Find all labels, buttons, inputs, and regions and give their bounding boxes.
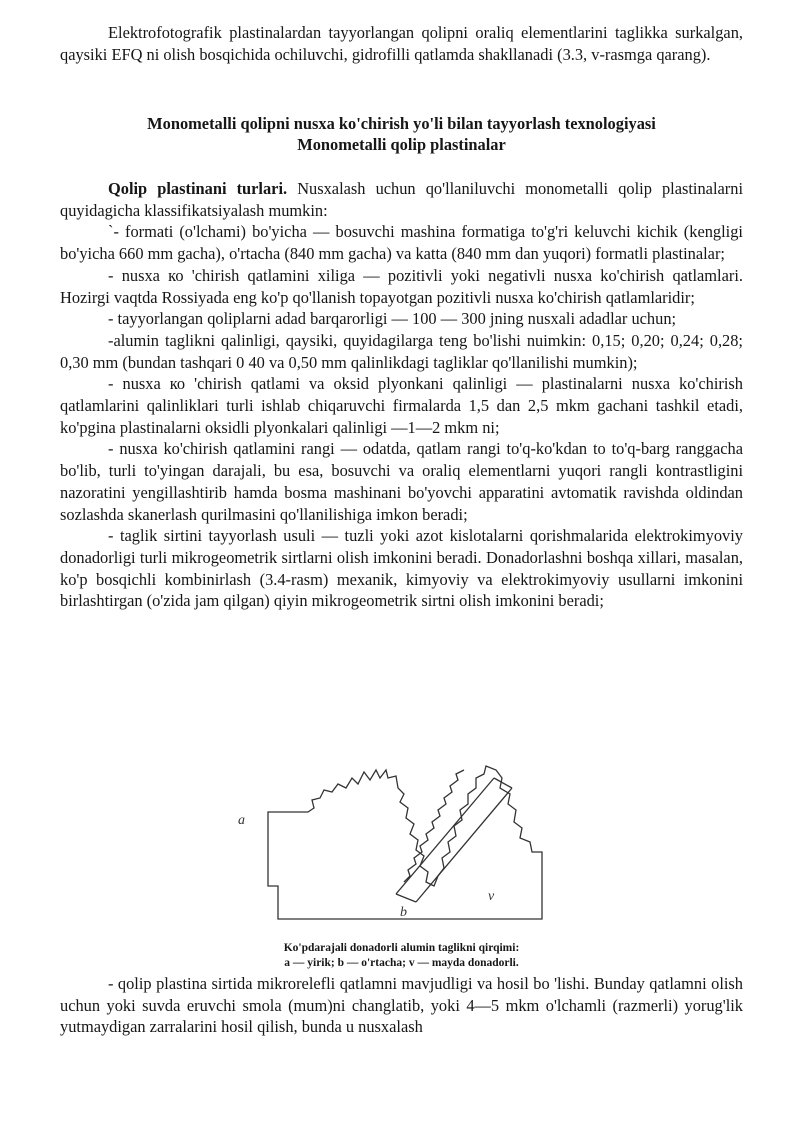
list-item-run-length: - tayyorlangan qoliplarni adad barqarorligi — 100 — 300 jning nusxali adadlar uchun;	[108, 309, 677, 329]
closing-block	[60, 973, 743, 1038]
list-item-substrate-thickness: -alumin taglikni qalinligi, qaysiki, quyidagilarga teng bo'lishi nuimkin: 0,15; 0,20; 0,24; 0,28; 0,30 mm (bundan tashqari 0 40 va 0,50 mm qalinlikdagi tagliklar qo'llanilishi mumkin);	[60, 330, 743, 372]
figure-caption	[60, 941, 743, 971]
classification-block	[60, 178, 743, 612]
section-lead-title: Qolip plastinani turlari.	[108, 179, 288, 198]
figure-caption-title: Ko'pdarajali donadorli alumin taglikni qirqimi:	[283, 942, 520, 954]
list-item-layer-color: - nusxa ko'chirish qatlamini rangi — odatda, qatlam rangi to'q-ko'kdan to to'q-barg ranggacha bo'lib, turli to'yingan darajali, bu esa, bosuvchi va oraliq elementlarni yuqori rangli kontrastligini nazoratini yengillashtirib hamda bosma mashinani bo'yovchi apparatini avtomatik ravishda oldindan sozlashda skanerlash qurilmasini qo'llanilishiga imkon beradi;	[60, 439, 743, 524]
figure-label-v: v	[488, 889, 495, 904]
list-item-layer-type: - nusxa ко 'chirish qatlamini xiliga — pozitivli yoki negativli nusxa ko'chirish qatlamlari. Hozirgi vaqtda Rossiyada eng ko'p qo'llanish topayotgan pozitivli nusxa ko'chirish qatlamlaridir;	[60, 265, 743, 307]
list-item-surface-preparation: - taglik sirtini tayyorlash usuli — tuzli yoki azot kislotalarni qorishmalarida elektrokimyoviy donadorligi turli mikrogeometrik sirtlarni olish imkonini beradi. Donadorlashni boshqa xillari, masalan, ko'p bosqichli kombinirlash (3.4-rasm) mexanik, kimyoviy va elektrokimyoviy usullarni imkonini birlashtirgan (o'zida jam qilgan) qiyin mikrogeometrik sirtni olish imkonini beradi;	[60, 526, 743, 611]
list-item-layer-thickness: - nusxa ко 'chirish qatlami va oksid plyonkani qalinligi — plastinalarni nusxa ko'chirish qatlamlarini qalinliklari turli ishlab chiqaruvchi firmalarda 1,5 dan 2,5 mkm gachani tashkil etadi, ko'pgina plastinalarni oksidli plyonkalari qalinligi —1—2 mkm ni;	[60, 374, 743, 437]
section-lead-text: Nusxalash uchun qo'llaniluvchi monometalli qolip plastinalarni quyidagicha klassifikatsiyalash mumkin:	[60, 179, 743, 220]
figure-label-a: a	[238, 813, 245, 828]
intro-paragraph: Elektrofotografik plastinalardan tayyorlangan qolipni oraliq elementlarini taglikka surkalgan, qaysiki EFQ ni olish bosqichida ochiluvchi, gidrofilli qatlamda shakllanadi (3.3, v-rasmga qarang).	[60, 23, 743, 64]
list-item-microrelief: - qolip plastina sirtida mikrorelefli qatlamni mavjudligi va hosil bo 'lishi. Bunday qatlamni olish uchun yoki suvda eruvchi smola (mum)ni changlatib, yoki 4—5 mkm o'lchamli (razmerli) yorug'lik yutmaydigan zarralarini hosil qilish, bunda u nusxalash	[60, 974, 743, 1037]
list-item-format: `- formati (o'lchami) bo'yicha — bosuvchi mashina formatiga to'g'ri keluvchi kichik (kengligi bo'yicha 660 mm gacha), o'rtacha (840 mm gacha) va katta (840 mm dan yuqori) formatli plastinalar;	[60, 222, 743, 264]
figure-label-b: b	[400, 905, 407, 920]
figure-caption-legend: a — yirik; b — o'rtacha; v — mayda donadorli.	[284, 957, 519, 969]
section-lead-paragraph	[60, 178, 743, 221]
section-subheading: Monometalli qolip plastinalar	[297, 135, 506, 154]
figure-outline	[268, 766, 542, 919]
medium-grain-band	[396, 778, 512, 902]
grain-cross-section-figure	[230, 764, 570, 934]
section-heading: Monometalli qolipni nusxa ko'chirish yo'li bilan tayyorlash texnologiyasi	[147, 114, 656, 133]
